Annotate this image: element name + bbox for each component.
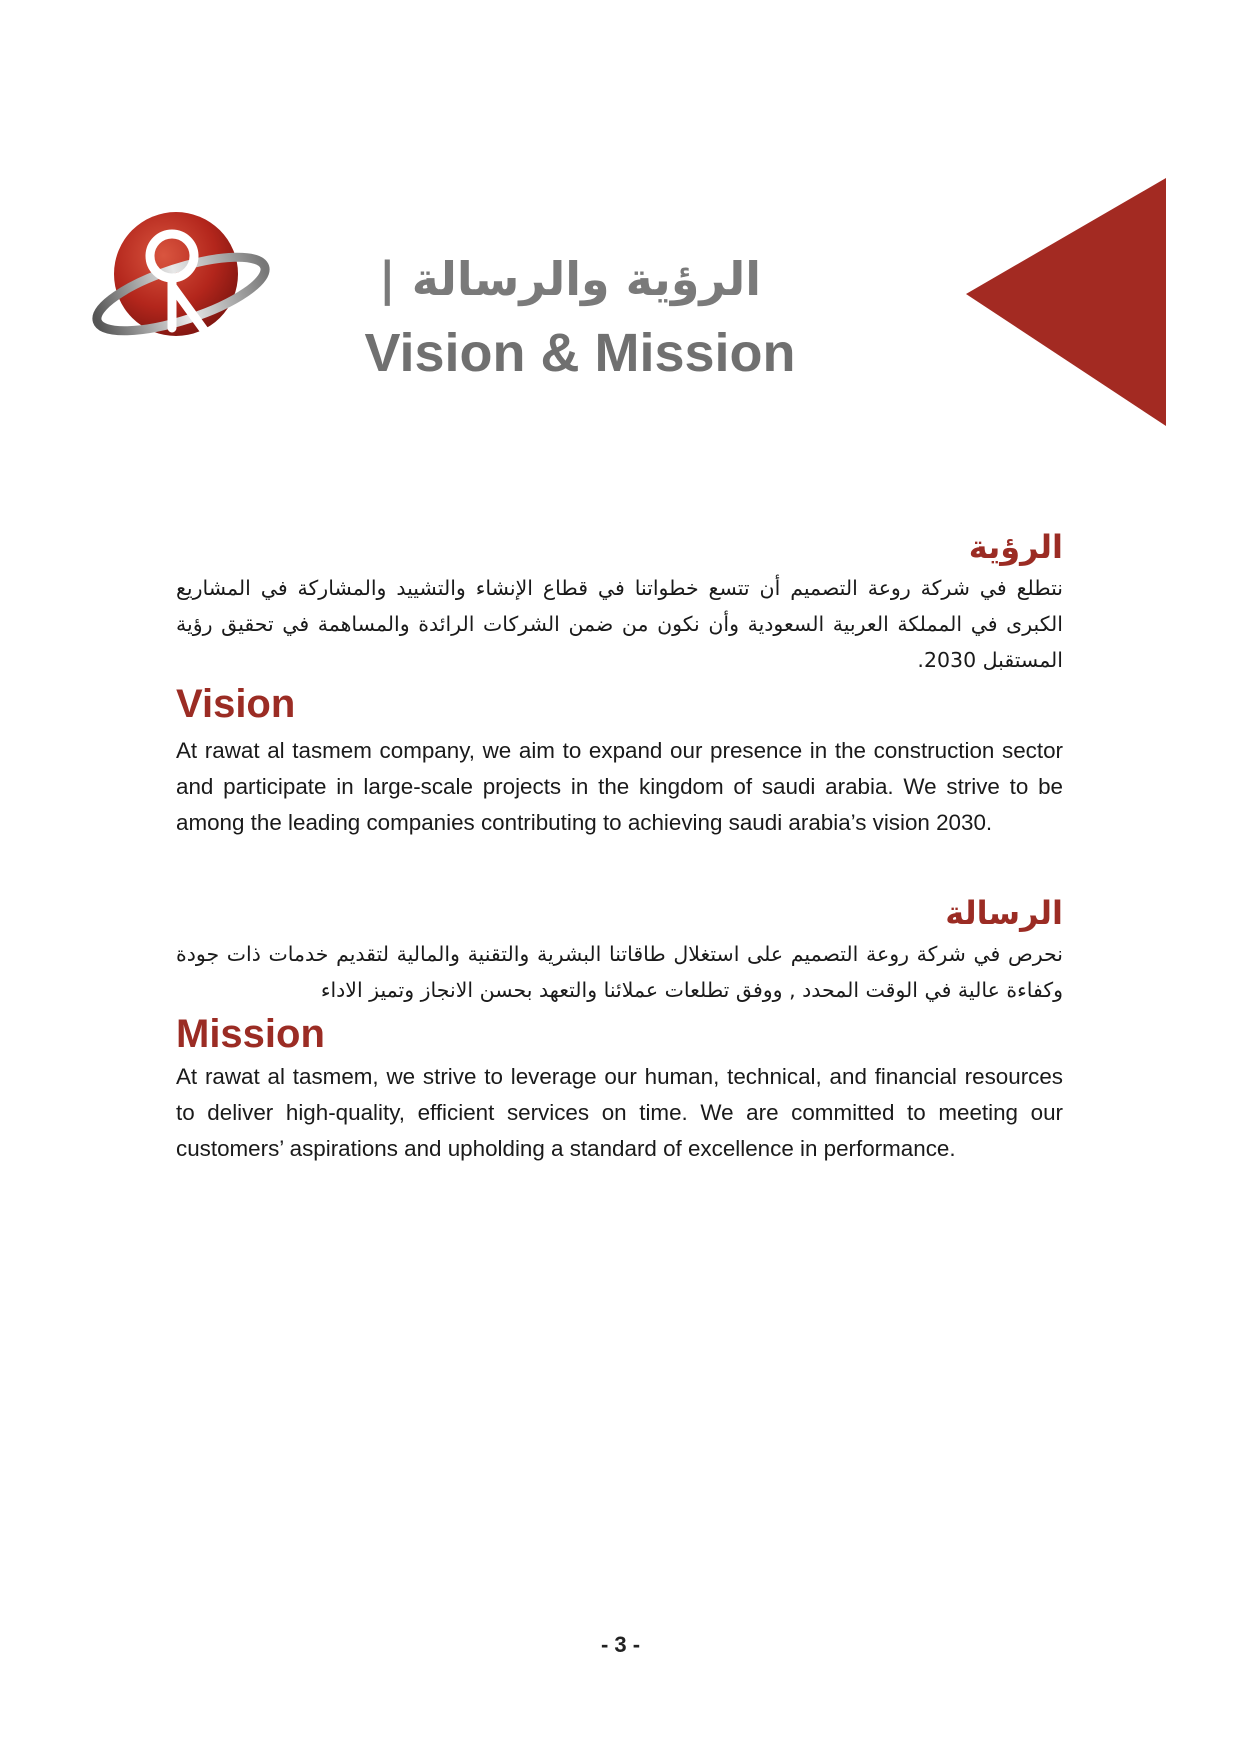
vision-section <box>176 528 1063 841</box>
page-title-english: Vision & Mission <box>364 323 796 383</box>
vision-heading-arabic: الرؤية <box>968 528 1063 566</box>
vision-heading-english: Vision <box>176 682 296 726</box>
decorative-triangle <box>966 178 1166 426</box>
mission-text-arabic: نحرص في شركة روعة التصميم على استغلال طاقاتنا البشرية والتقنية والمالية لتقديم خدمات ذات جودة وكفاءة عالية في الوقت المحدد , ووفق تطلعات عملائنا والتعهد بحسن الانجاز وتميز الاداء <box>176 942 1063 1002</box>
page-title-arabic: الرؤية والرسالة | <box>378 252 762 306</box>
page-number: - 3 - <box>600 1632 641 1657</box>
mission-heading-english: Mission <box>176 1012 325 1056</box>
mission-heading-arabic: الرسالة <box>945 894 1063 932</box>
company-logo <box>92 208 270 348</box>
mission-text-english: At rawat al tasmem, we strive to leverage our human, technical, and financial resources to deliver high-quality, efficient services on time. We are committed to meeting our customers’ aspirations and upholding a standard of excellence in performance. <box>176 1064 1063 1161</box>
vision-text-english: At rawat al tasmem company, we aim to expand our presence in the construction sector and participate in large-scale projects in the kingdom of saudi arabia. We strive to be among the leading companies contributing to achieving saudi arabia’s vision 2030. <box>176 738 1063 835</box>
vision-text-arabic: نتطلع في شركة روعة التصميم أن تتسع خطواتنا في قطاع الإنشاء والتشييد والمشاركة في المشاريع الكبرى في المملكة العربية السعودية وأن نكون من ضمن الشركات الرائدة والمساهمة في تحقيق رؤية المستقبل 2030. <box>176 576 1063 672</box>
mission-section <box>176 894 1063 1167</box>
